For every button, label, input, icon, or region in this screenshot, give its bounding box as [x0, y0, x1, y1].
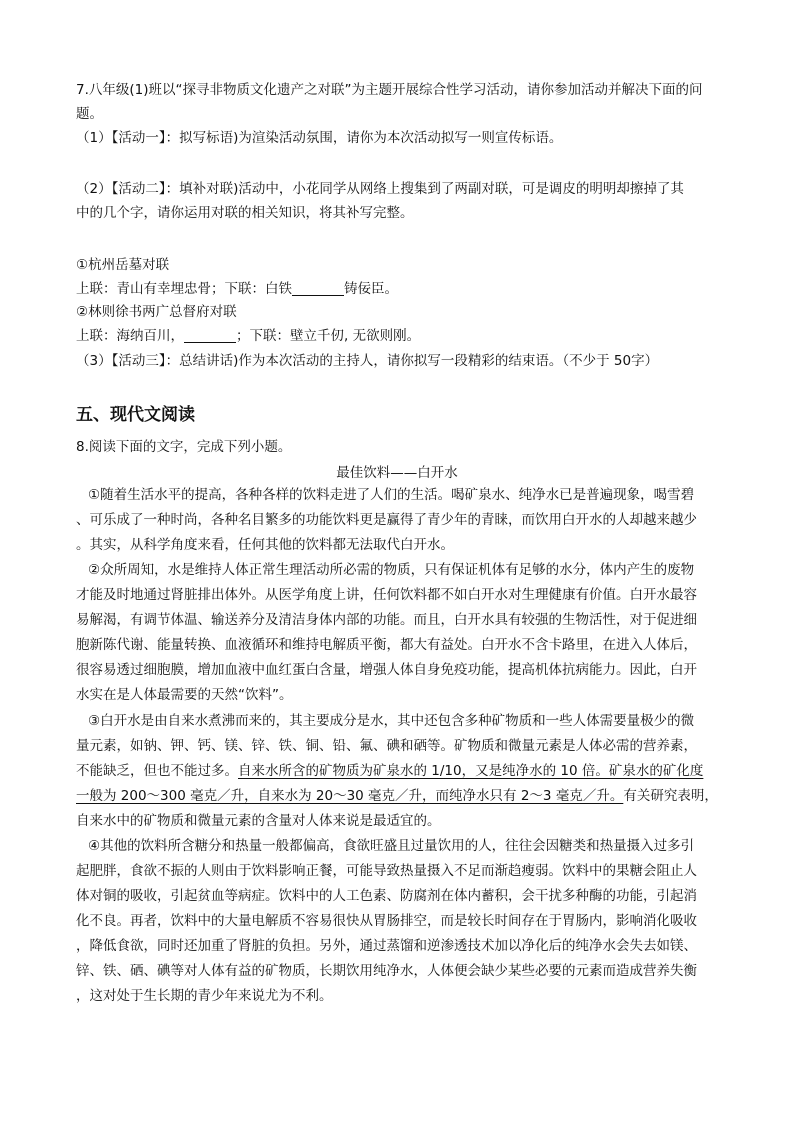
q8-intro: 8.阅读下面的文字，完成下列小题。	[76, 439, 292, 455]
para-3-line: ③白开水是由自来水煮沸而来的，其主要成分是水，其中还包含多种矿物质和一些人体需要量极少的微	[88, 713, 695, 729]
para-3-underlined-text: 自来水所含的矿物质为矿泉水的 1/10，又是纯净水的 10 倍。矿泉水的矿化度	[238, 763, 704, 779]
para-3-line	[76, 761, 703, 781]
section-heading: 五、现代文阅读	[76, 405, 195, 425]
para-4-line: 化不良。再者，饮料中的大量电解质不容易很快从胃肠排空，而是较长时间存在于胃肠内，影响消化吸收	[76, 913, 697, 929]
couplet-2-prefix: 上联：海纳百川，	[76, 328, 184, 344]
para-2-line: 易解渴，有调节体温、输送养分及清洁身体内部的功能。而且，白开水具有较强的生物活性，对于促进细	[76, 612, 697, 628]
para-3-underlined-text: 一般为 200～300 毫克／升，自来水为 20～30 毫克／升，而纯净水只有 2～3 毫克／升。	[76, 788, 624, 804]
couplet-2-suffix: ；下联：壁立千仞, 无欲则刚。	[236, 328, 421, 344]
couplet-1-prefix: 上联：青山有幸埋忠骨；下联：白铁	[76, 281, 292, 297]
q7-activity-3: （3）【活动三】：总结讲话)作为本次活动的主持人，请你拟写一段精彩的结束语。（不少于 50字）	[76, 353, 659, 369]
para-4-line: 起肥胖，食欲不振的人则由于饮料影响正餐，可能导致热量摄入不足而渐趋瘦弱。饮料中的果糖会阻止人	[76, 863, 697, 879]
para-1-line: 、可乐成了一种时尚，各种名目繁多的功能饮料更是赢得了青少年的青睐，而饮用白开水的人却越来越少	[76, 512, 697, 528]
para-4-line: 锌、铁、硒、碘等对人体有益的矿物质，长期饮用纯净水，人体便会缺少某些必要的元素而造成营养失衡	[76, 963, 697, 979]
para-4-line: ④其他的饮料所含糖分和热量一般都偏高，食欲旺盛且过量饮用的人，往往会因糖类和热量摄入过多引	[88, 838, 695, 854]
q7-activity-2-line-2: 中的几个字，请你运用对联的相关知识，将其补写完整。	[76, 205, 414, 221]
para-3-line: 量元素，如钠、钾、钙、镁、锌、铁、铜、铅、氟、碘和硒等。矿物质和微量元素是人体必需的营养素，	[76, 738, 697, 754]
para-3-line	[76, 786, 718, 806]
couplet-2-title: ②林则徐书两广总督府对联	[76, 304, 237, 320]
para-4-line: ，降低食欲，同时还加重了肾脏的负担。另外，通过蒸馏和逆渗透技术加以净化后的纯净水会失去如镁、	[76, 938, 697, 954]
article-title: 最佳饮料——白开水	[336, 465, 458, 481]
para-2-line: 胞新陈代谢、能量转换、血液循环和维持电解质平衡，都大有益处。白开水不含卡路里，在进入人体后，	[76, 637, 697, 653]
para-2-line: 很容易透过细胞膜，增加血液中血红蛋白含量，增强人体自身免疫功能，提高机体抗病能力。因此，白开	[76, 662, 697, 678]
couplet-1-blank[interactable]	[292, 281, 344, 296]
para-2-line: ②众所周知，水是维持人体正常生理活动所必需的物质，只有保证机体有足够的水分，体内产生的废物	[88, 562, 695, 578]
para-3-line: 自来水中的矿物质和微量元素的含量对人体来说是最适宜的。	[76, 813, 441, 829]
couplet-2-blank[interactable]	[184, 328, 236, 343]
para-4-line: 体对铜的吸收，引起贫血等病症。饮料中的人工色素、防腐剂在体内蓄积，会干扰多种酶的功能，引起消	[76, 888, 697, 904]
para-4-line: ，这对处于生长期的青少年来说尤为不利。	[76, 988, 333, 1004]
couplet-1-title: ①杭州岳墓对联	[76, 257, 170, 273]
q7-activity-2-line-1: （2）【活动二】：填补对联)活动中，小花同学从网络上搜集到了两副对联，可是调皮的明明却擦掉了其	[76, 181, 684, 197]
couplet-1-text	[76, 279, 398, 299]
couplet-2-text	[76, 326, 420, 346]
para-1-line: 。其实，从科学角度来看，任何其他的饮料都无法取代白开水。	[76, 537, 454, 553]
para-2-line: 水实在是人体最需要的天然“饮料”。	[76, 687, 293, 703]
q7-stem-line-2: 题。	[76, 106, 103, 122]
para-3-plain-text: 不能缺乏，但也不能过多。	[76, 763, 238, 779]
couplet-1-suffix: 铸佞臣。	[344, 281, 398, 297]
para-1-line: ①随着生活水平的提高，各种各样的饮料走进了人们的生活。喝矿泉水、纯净水已是普遍现象，喝雪碧	[88, 487, 695, 503]
q7-stem-line-1: 7.八年级(1)班以“探寻非物质文化遗产之对联”为主题开展综合性学习活动，请你参加活动并解决下面的问	[76, 82, 703, 98]
para-2-line: 才能及时地通过肾脏排出体外。从医学角度上讲，任何饮料都不如白开水对生理健康有价值。白开水最容	[76, 587, 697, 603]
q7-activity-1: （1）【活动一】：拟写标语)为渲染活动氛围，请你为本次活动拟写一则宣传标语。	[76, 130, 563, 146]
para-3-plain-text: 有关研究表明，	[623, 788, 718, 804]
